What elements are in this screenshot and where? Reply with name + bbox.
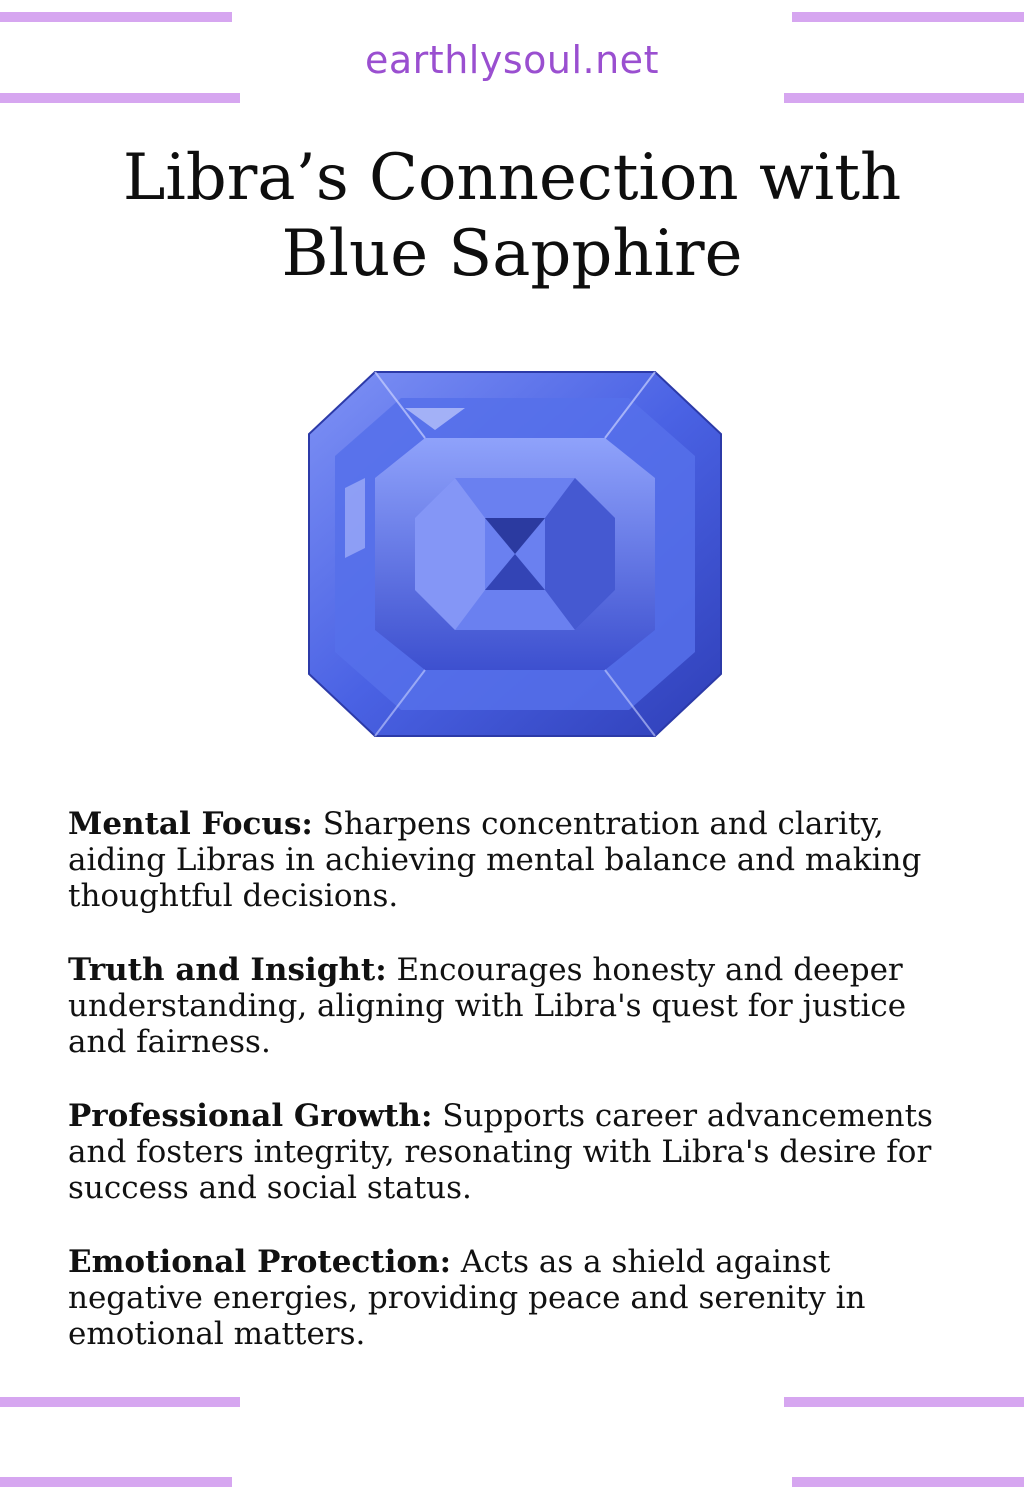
item-label: Emotional Protection:	[68, 1244, 452, 1280]
item-text: Sharpens concentration and clarity, aiding Libras in achieving mental balance and making thoughtful decisions.	[68, 806, 922, 914]
decorative-bar-top-right-1	[792, 12, 1024, 22]
decorative-bar-bottom-left-2	[0, 1477, 232, 1487]
page-title: Libra’s Connection with Blue Sapphire	[122, 141, 902, 291]
item-label: Truth and Insight:	[68, 952, 387, 988]
list-item	[68, 1098, 964, 1206]
list-item	[68, 1244, 964, 1352]
blue-sapphire-gem-icon	[305, 368, 725, 740]
decorative-bar-bottom-right-1	[784, 1397, 1024, 1407]
decorative-bar-top-left-2	[0, 93, 240, 103]
site-logo	[0, 38, 1024, 88]
decorative-bar-bottom-left-1	[0, 1397, 240, 1407]
item-text: Encourages honesty and deeper understanding, aligning with Libra's quest for justice and fairness.	[68, 952, 907, 1060]
decorative-bar-top-right-2	[784, 93, 1024, 103]
site-logo-text: earthlysoul.net	[365, 38, 659, 82]
item-text: Acts as a shield against negative energies, providing peace and serenity in emotional matters.	[68, 1244, 866, 1352]
list-item	[68, 952, 964, 1060]
decorative-bar-bottom-right-2	[792, 1477, 1024, 1487]
item-label: Mental Focus:	[68, 806, 313, 842]
decorative-bar-top-left-1	[0, 12, 232, 22]
benefits-list	[68, 806, 964, 1390]
item-label: Professional Growth:	[68, 1098, 433, 1134]
item-text: Supports career advancements and fosters integrity, resonating with Libra's desire for success and social status.	[68, 1098, 933, 1206]
list-item	[68, 806, 964, 914]
